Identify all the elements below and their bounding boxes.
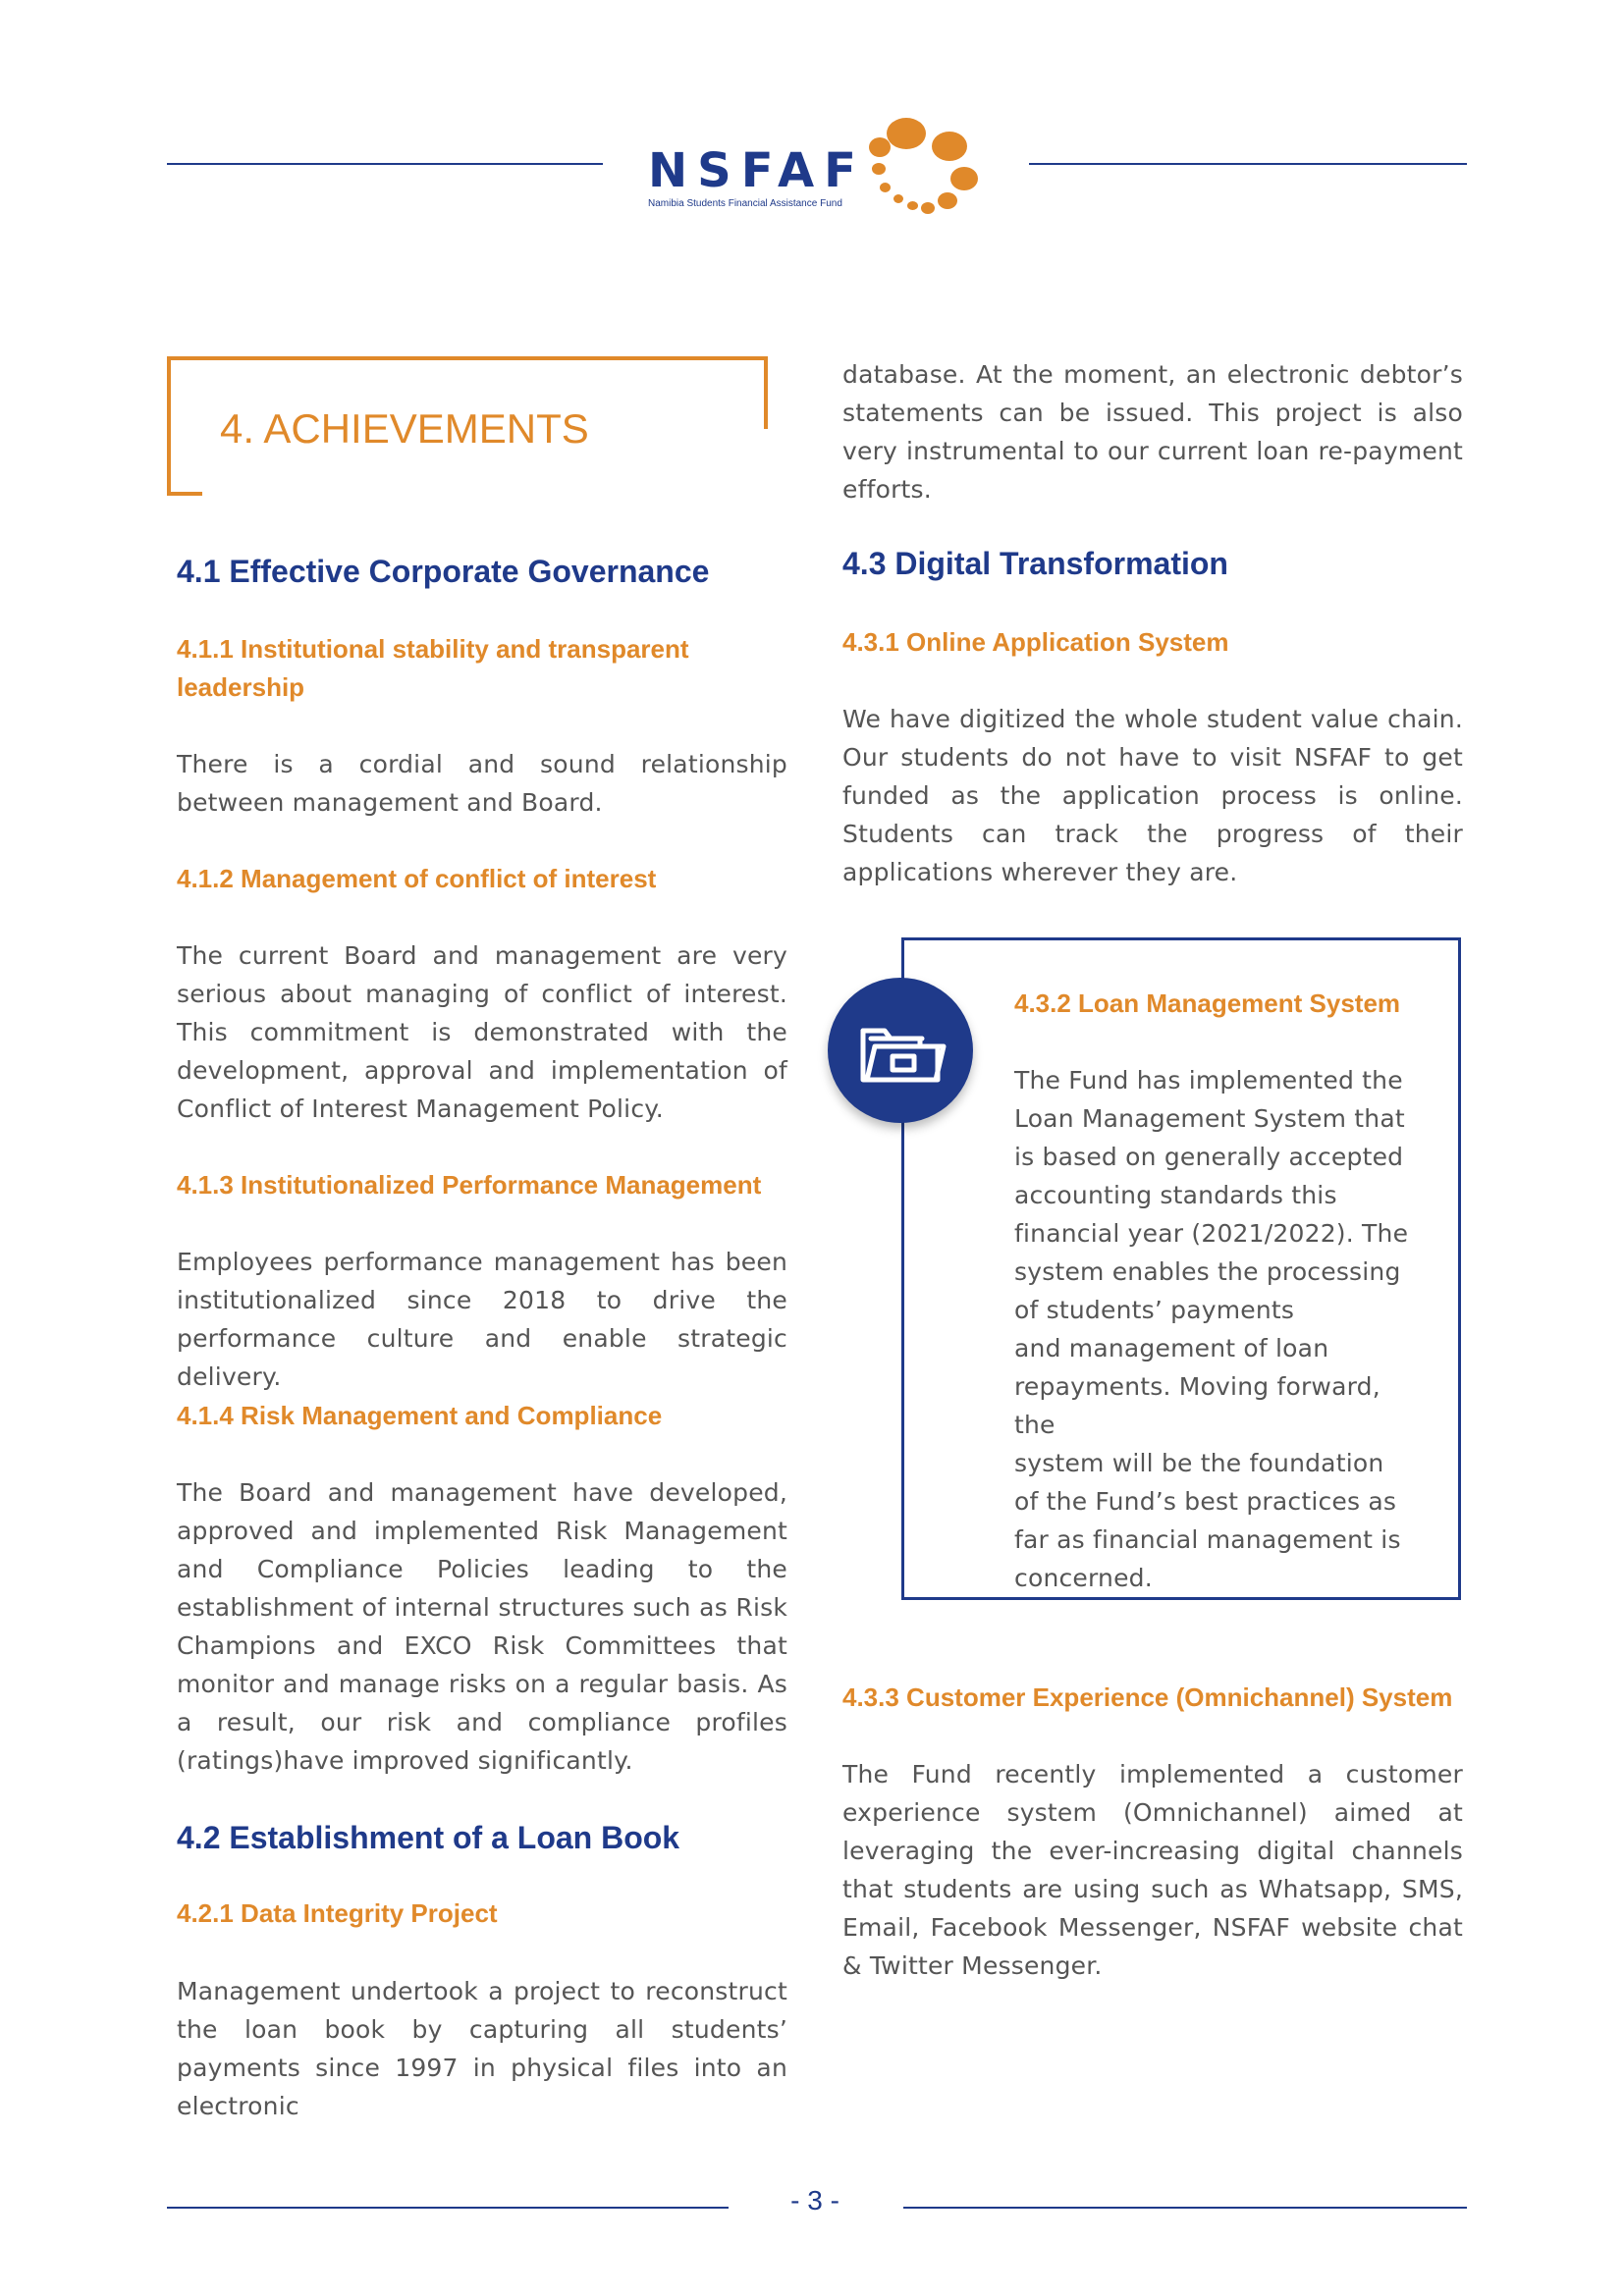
lm-line: is based on generally accepted <box>1014 1143 1404 1171</box>
heading-4-1-1-line2: leadership <box>177 672 305 702</box>
heading-4-3-2: 4.3.2 Loan Management System <box>1014 988 1401 1018</box>
paragraph-4-2-1: Management undertook a project to reconstruct the loan book by capturing all students’ payments since 1997 in physical files into an electronic <box>177 1977 787 2120</box>
heading-4-2-1: 4.2.1 Data Integrity Project <box>177 1898 498 1928</box>
footer-rule-left <box>167 2207 729 2209</box>
paragraph-4-2-1-continued: database. At the moment, an electronic debtor’s statements can be issued. This project is also very instrumental to our current loan re-payment efforts. <box>842 360 1463 504</box>
lm-line: far as financial management is <box>1014 1525 1401 1554</box>
folder-files-icon <box>828 978 973 1123</box>
paragraph-4-1-2: The current Board and management are very serious about managing of conflict of interest. This commitment is demonstrated with the development, approval and implementation of Conflict of Interest Management Policy. <box>177 941 787 1123</box>
lm-line: of the Fund’s best practices as <box>1014 1487 1397 1516</box>
lm-line: system enables the processing <box>1014 1257 1401 1286</box>
header-rule-left <box>167 163 603 165</box>
heading-4-1-2: 4.1.2 Management of conflict of interest <box>177 864 657 893</box>
lm-line: concerned. <box>1014 1564 1153 1592</box>
paragraph-4-1-3: Employees performance management has been institutionalized since 2018 to drive the performance culture and enable strategic delivery. <box>177 1248 787 1391</box>
paragraph-4-1-1: There is a cordial and sound relationship between management and Board. <box>177 750 787 817</box>
logo-tagline: Namibia Students Financial Assistance Fund <box>648 198 842 209</box>
achievements-title-frame <box>167 356 768 496</box>
heading-4-1-1-line1: 4.1.1 Institutional stability and transparent <box>177 634 689 664</box>
heading-4-3-3: 4.3.3 Customer Experience (Omnichannel) System <box>842 1682 1453 1712</box>
footer-rule-right <box>903 2207 1467 2209</box>
header-rule-right <box>1029 163 1467 165</box>
lm-line: The Fund has implemented the <box>1014 1066 1403 1095</box>
heading-4-2: 4.2 Establishment of a Loan Book <box>177 1820 680 1855</box>
lm-line: of students’ payments <box>1014 1296 1295 1324</box>
heading-4-3: 4.3 Digital Transformation <box>842 546 1228 581</box>
nsfaf-logo <box>648 116 982 214</box>
heading-4-3-1: 4.3.1 Online Application System <box>842 627 1229 657</box>
paragraph-4-3-3: The Fund recently implemented a customer experience system (Omnichannel) aimed at leveraging the ever-increasing digital channels that students are using such as Whatsapp, SMS, Email, Facebook Messenger, NSFAF website chat & Twitter Messenger. <box>842 1760 1463 1980</box>
heading-4-1-3: 4.1.3 Institutionalized Performance Management <box>177 1170 762 1200</box>
heading-4-1-4: 4.1.4 Risk Management and Compliance <box>177 1401 663 1430</box>
page-number: - 3 - <box>790 2185 839 2216</box>
lm-line: Loan Management System that <box>1014 1104 1405 1133</box>
paragraph-4-3-1: We have digitized the whole student value chain. Our students do not have to visit NSFAF to get funded as the application process is online. Students can track the progress of their applications wherever they are. <box>842 705 1463 886</box>
heading-4-1: 4.1 Effective Corporate Governance <box>177 554 710 589</box>
lm-line: system will be the foundation <box>1014 1449 1384 1477</box>
lm-line: financial year (2021/2022). The <box>1014 1219 1409 1248</box>
lm-line: and management of loan <box>1014 1334 1329 1362</box>
lm-line: accounting standards this <box>1014 1181 1337 1209</box>
loan-management-content <box>1014 985 1427 1597</box>
logo-wordmark: NSFAF <box>648 143 866 198</box>
paragraph-4-1-4: The Board and management have developed, approved and implemented Risk Management and Compliance Policies leading to the establishment of internal structures such as Risk Champions and EXCO Risk Committees that monitor and manage risks on a regular basis. As a result, our risk and compliance profiles (ratings)have improved significantly. <box>177 1478 787 1775</box>
lm-line: repayments. Moving forward, the <box>1014 1372 1380 1439</box>
section-title: 4. ACHIEVEMENTS <box>220 405 589 452</box>
